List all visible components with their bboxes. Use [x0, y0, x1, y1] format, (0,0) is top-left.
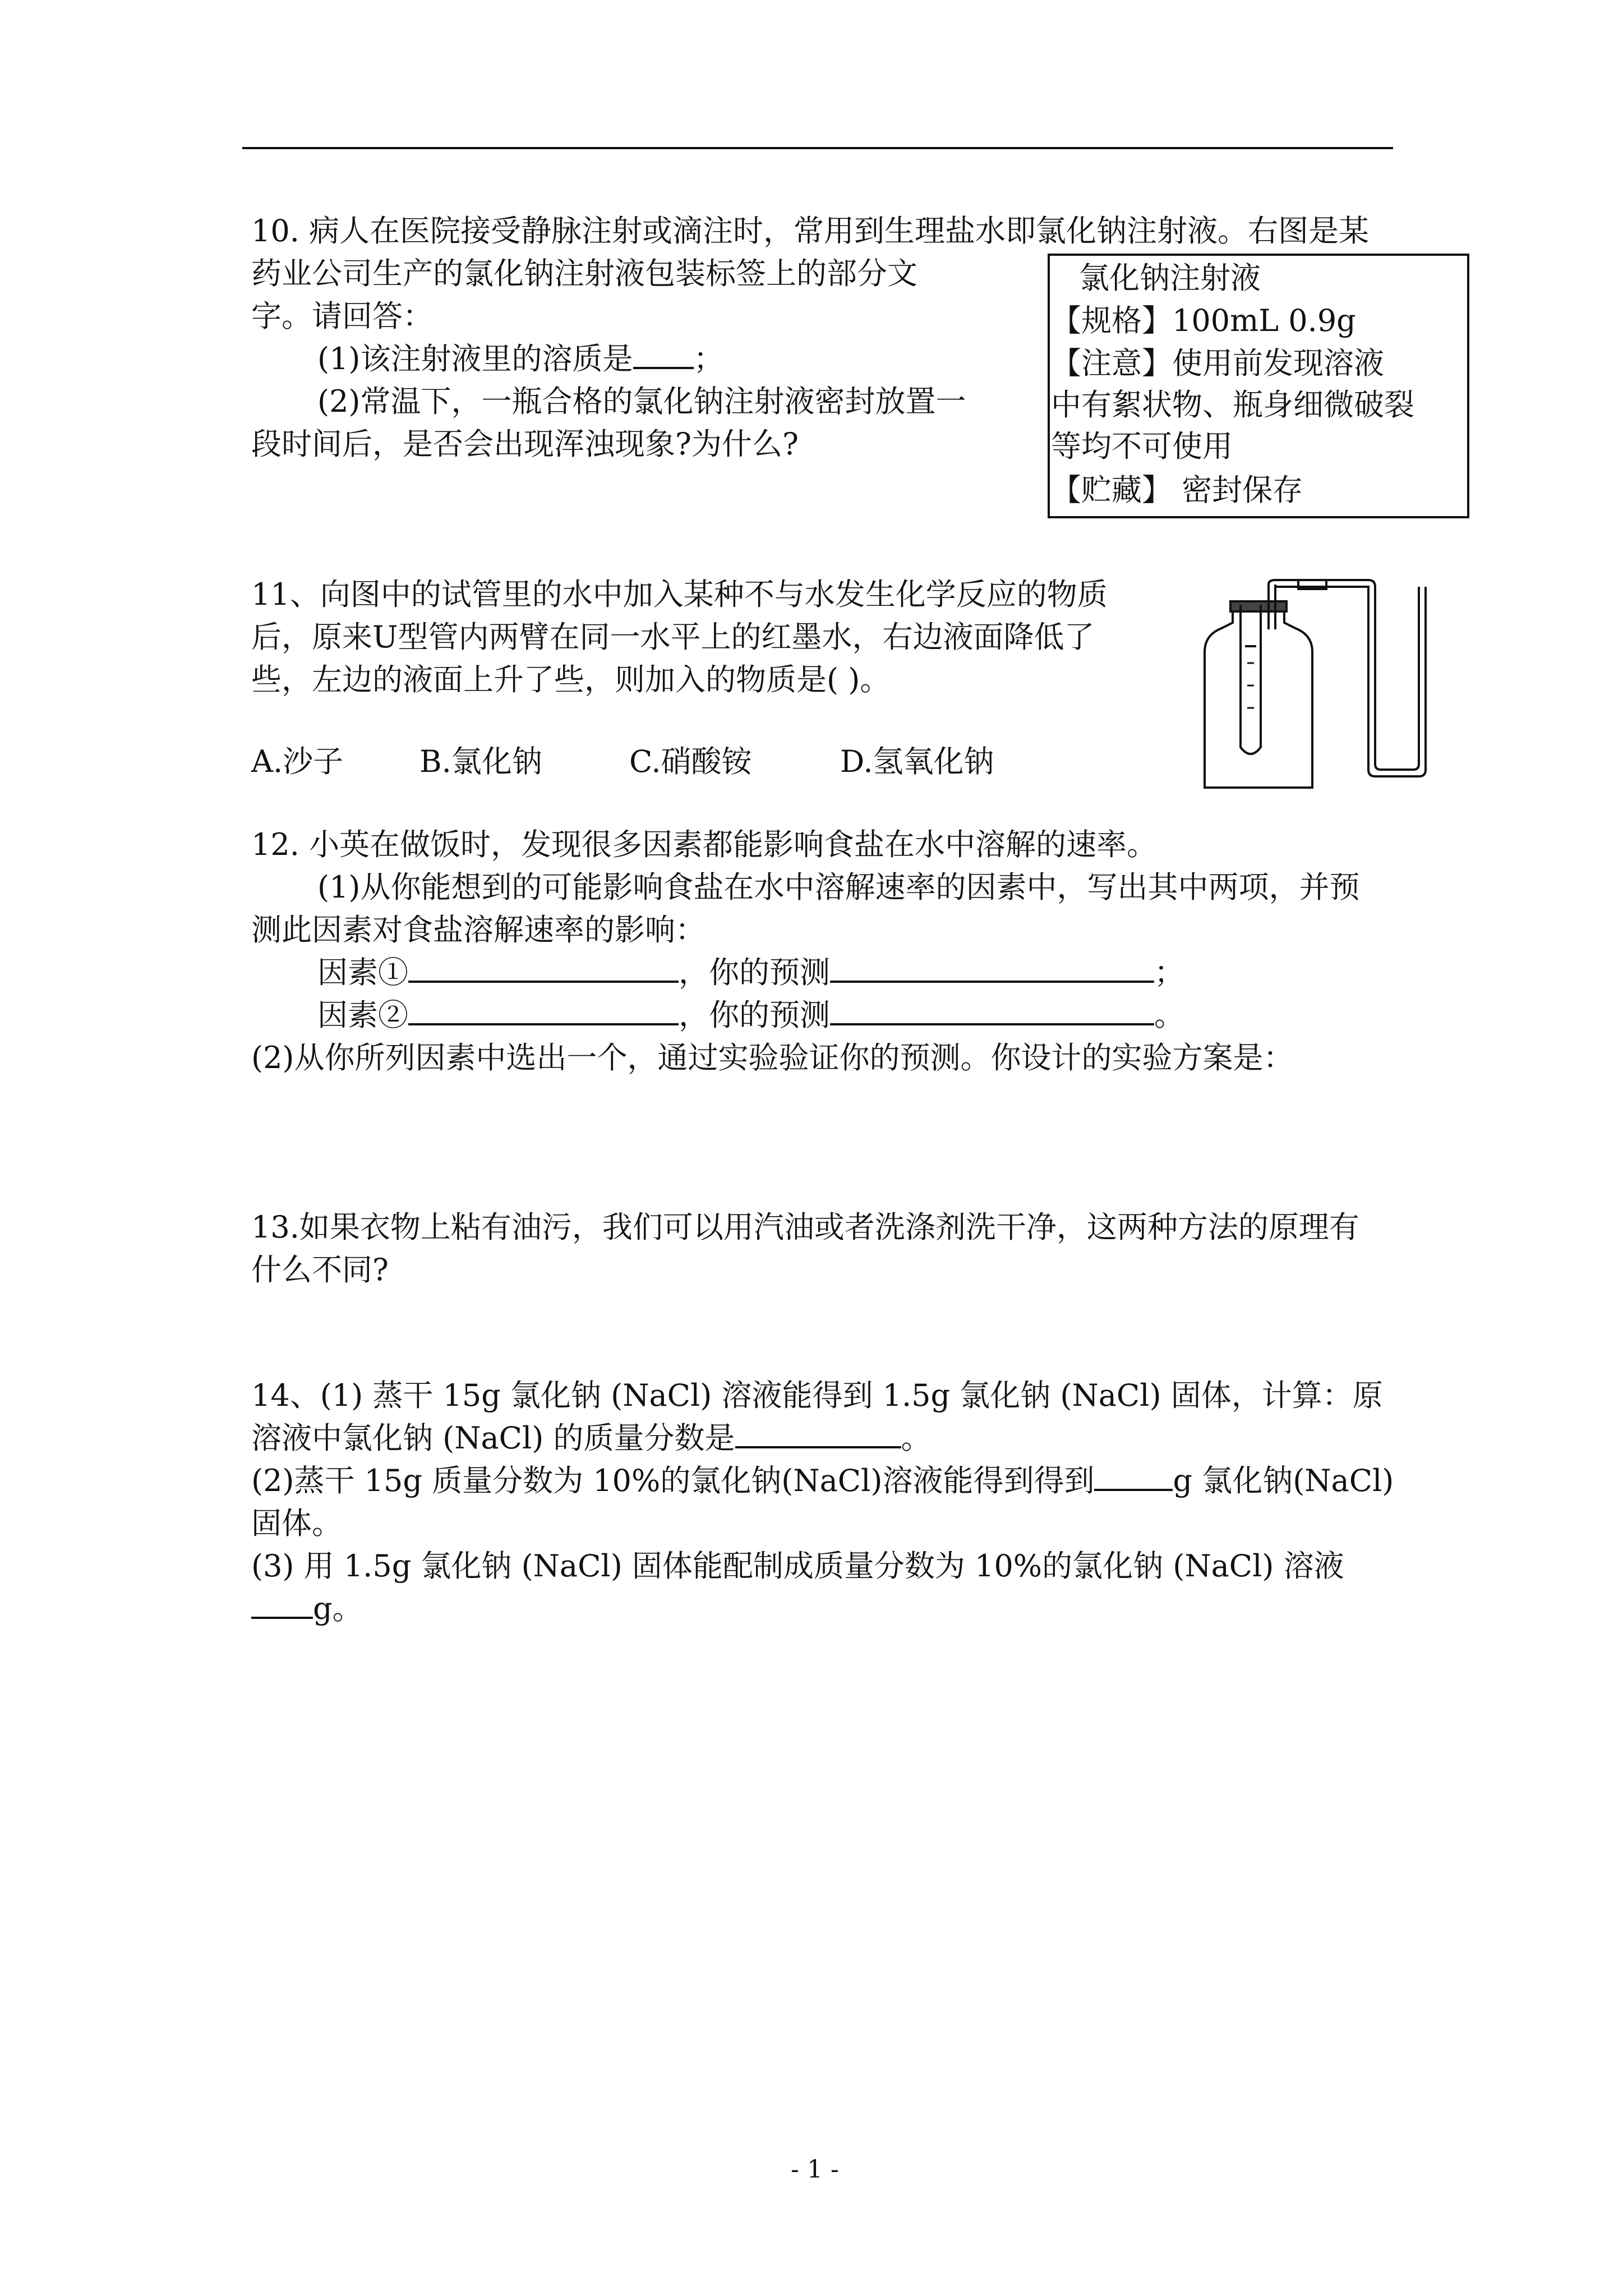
- prediction-1-blank[interactable]: [830, 951, 1154, 983]
- u-tube-inner: [1375, 587, 1419, 770]
- label-title: 氯化钠注射液: [1079, 260, 1261, 296]
- q10-sub-1: [317, 338, 724, 380]
- q11-line-2: 后，原来U型管内两臂在同一水平上的红墨水，右边液面降低了: [251, 619, 1095, 655]
- q10-sub-1-end: ；: [693, 341, 724, 376]
- header-rule: [242, 147, 1393, 149]
- q14-line-3-end: g 氯化钠(NaCl): [1173, 1463, 1394, 1498]
- q10-sub-2-line-1: (2)常温下，一瓶合格的氯化钠注射液密封放置一: [317, 384, 966, 419]
- q11-option-c[interactable]: C.硝酸铵: [629, 744, 752, 779]
- prediction-2-label: ，你的预测: [679, 997, 830, 1033]
- q11-line-1: 11、向图中的试管里的水中加入某种不与水发生化学反应的物质: [251, 577, 1108, 612]
- q13-line-1: 13.如果衣物上粘有油污，我们可以用汽油或者洗涤剂洗干净，这两种方法的原理有: [251, 1209, 1359, 1245]
- label-note-1: 【注意】使用前发现溶液: [1051, 346, 1384, 381]
- bottle-outline: [1205, 607, 1312, 788]
- factor-1-end: ；: [1154, 955, 1184, 990]
- test-tube: [1241, 605, 1261, 754]
- label-note-2: 中有絮状物、瓶身细微破裂: [1051, 387, 1414, 422]
- u-tube-apparatus-diagram: [1200, 579, 1436, 792]
- q12-line-1: 12. 小英在做饭时，发现很多因素都能影响食盐在水中溶解的速率。: [251, 827, 1158, 862]
- factor-1-blank[interactable]: [408, 951, 679, 983]
- injection-label-box: [1048, 254, 1469, 518]
- q13-line-2: 什么不同?: [251, 1252, 389, 1287]
- label-spec: 【规格】100mL 0.9g: [1051, 303, 1356, 338]
- q14-line-2-end: 。: [901, 1420, 932, 1456]
- factor-2-end: 。: [1154, 997, 1184, 1033]
- stopper: [1230, 601, 1287, 611]
- solution-mass-blank[interactable]: [251, 1588, 313, 1619]
- prediction-2-blank[interactable]: [830, 994, 1154, 1025]
- factor-1-label: 因素①: [317, 955, 408, 990]
- q14-line-2-text: 溶液中氯化钠 (NaCl) 的质量分数是: [251, 1420, 735, 1456]
- rubber-tube-inner: [1275, 587, 1368, 758]
- q14-line-4: 固体。: [251, 1506, 342, 1541]
- q12-sub-1-line-2: 测此因素对食盐溶解速率的影响：: [251, 912, 706, 947]
- label-note-3: 等均不可使用: [1051, 429, 1233, 464]
- q10-line-1: 10. 病人在医院接受静脉注射或滴注时，常用到生理盐水即氯化钠注射液。右图是某: [251, 213, 1370, 249]
- q12-sub-2: (2)从你所列因素中选出一个，通过实验验证你的预测。你设计的实验方案是：: [251, 1040, 1294, 1075]
- q11-line-3: 些，左边的液面上升了些，则加入的物质是( )。: [251, 662, 891, 697]
- q11-option-d[interactable]: D.氢氧化钠: [840, 744, 994, 779]
- q12-factor-2-row: [317, 994, 1184, 1037]
- factor-2-label: 因素②: [317, 997, 408, 1033]
- u-tube-outer: [1368, 587, 1426, 776]
- q14-line-2: [251, 1417, 932, 1460]
- q14-line-6-end: g。: [313, 1591, 363, 1626]
- factor-2-blank[interactable]: [408, 994, 679, 1025]
- q11-option-b[interactable]: B.氯化钠: [419, 744, 542, 779]
- q14-line-3: [251, 1460, 1394, 1502]
- page-number: - 1 -: [791, 2155, 839, 2184]
- q10-sub-2-line-2: 段时间后，是否会出现浑浊现象?为什么?: [251, 426, 799, 462]
- q10-answer-blank[interactable]: [633, 338, 694, 369]
- q12-factor-1-row: [317, 951, 1184, 994]
- label-storage: 【贮藏】 密封保存: [1051, 472, 1303, 508]
- prediction-1-label: ，你的预测: [679, 955, 830, 990]
- q14-line-1: 14、(1) 蒸干 15g 氯化钠 (NaCl) 溶液能得到 1.5g 氯化钠 (NaCl) 固体，计算：原: [251, 1378, 1383, 1413]
- q14-line-6: [251, 1588, 363, 1630]
- q10-sub-1-text: (1)该注射液里的溶质是: [317, 341, 633, 376]
- mass-fraction-blank[interactable]: [735, 1417, 901, 1448]
- solid-mass-blank[interactable]: [1094, 1460, 1173, 1491]
- q14-line-3-text: (2)蒸干 15g 质量分数为 10%的氯化钠(NaCl)溶液能得到得到: [251, 1463, 1095, 1498]
- q11-option-a[interactable]: A.沙子: [251, 744, 344, 779]
- q12-sub-1-line-1: (1)从你能想到的可能影响食盐在水中溶解速率的因素中，写出其中两项，并预: [317, 869, 1360, 905]
- q10-line-3: 字。请回答：: [251, 298, 433, 334]
- q14-line-5: (3) 用 1.5g 氯化钠 (NaCl) 固体能配制成质量分数为 10%的氯化钠 (NaCl) 溶液: [251, 1548, 1344, 1584]
- q10-line-2: 药业公司生产的氯化钠注射液包装标签上的部分文: [251, 256, 917, 291]
